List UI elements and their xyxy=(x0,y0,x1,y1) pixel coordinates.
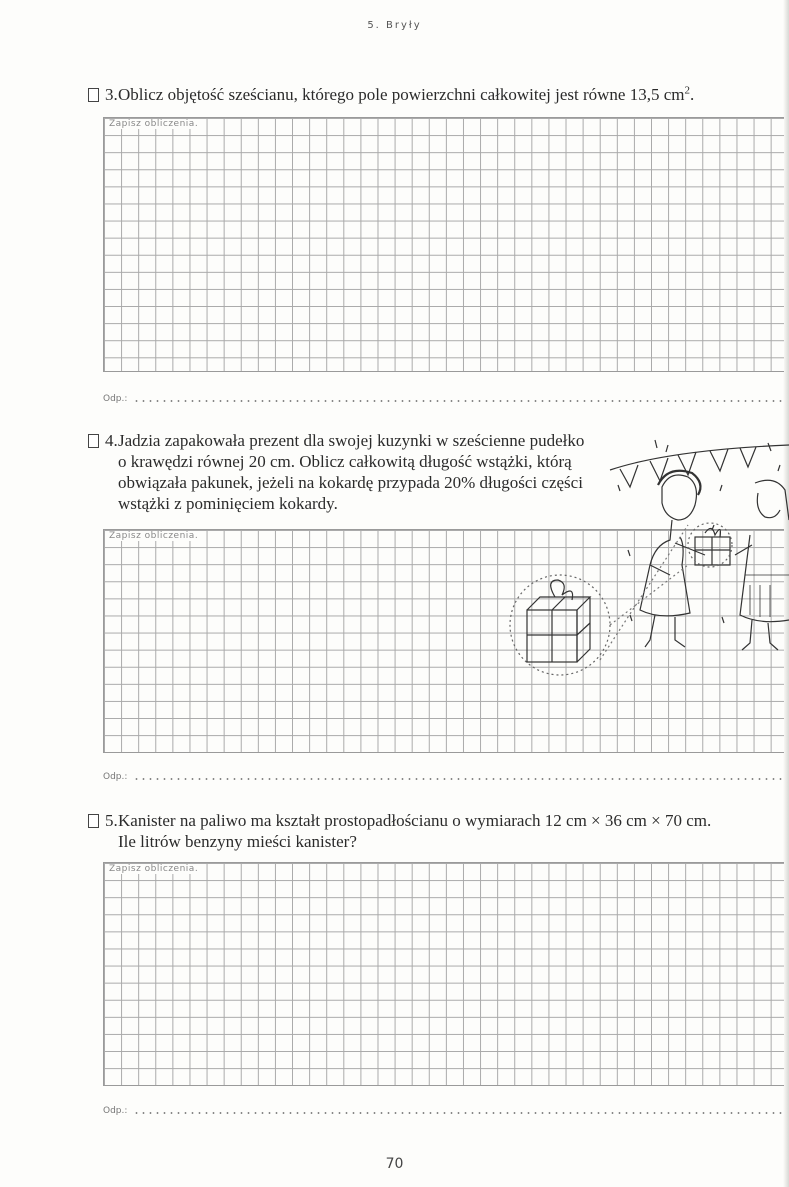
task-3 xyxy=(88,84,778,106)
answer-label: Odp.: xyxy=(103,772,128,782)
task-checkbox[interactable] xyxy=(88,434,99,448)
task-checkbox[interactable] xyxy=(88,814,99,828)
task-text: Oblicz objętość sześcianu, którego pole powierzchni całkowitej jest równe 13,5 $cm^2$. xyxy=(118,84,695,104)
page-number: 70 xyxy=(385,1156,404,1172)
answer-label: Odp.: xyxy=(103,394,128,404)
task-checkbox[interactable] xyxy=(88,88,99,102)
task-number: 5. xyxy=(105,811,118,830)
task-text-line: o krawędzi równej 20 cm. Oblicz całkowitą długość wstążki, którą xyxy=(118,452,572,471)
task-5 xyxy=(88,810,783,854)
running-header: 5. Bryły xyxy=(367,20,422,31)
gift-girls-illustration xyxy=(500,425,789,695)
answer-line[interactable] xyxy=(103,768,783,782)
calc-label: Zapisz obliczenia. xyxy=(106,864,201,874)
calculation-grid[interactable] xyxy=(103,862,784,1086)
calculation-grid[interactable] xyxy=(103,117,784,372)
task-number: 3. xyxy=(105,85,118,104)
task-text-line: Kanister na paliwo ma kształt prostopadłościanu o wymiarach 12 cm × 36 cm × 70 cm. xyxy=(118,811,712,830)
task-text-line: Jadzia zapakowała prezent dla swojej kuzynki w sześcienne pudełko xyxy=(118,431,585,450)
task-text-line: wstążki z pominięciem kokardy. xyxy=(118,494,338,513)
answer-line[interactable] xyxy=(103,1102,783,1116)
task-text-line: obwiązała pakunek, jeżeli na kokardę przypada 20% długości części xyxy=(118,473,583,492)
answer-line[interactable] xyxy=(103,390,783,404)
task-text-line: Ile litrów benzyny mieści kanister? xyxy=(118,832,357,851)
calc-label: Zapisz obliczenia. xyxy=(106,119,201,129)
task-number: 4. xyxy=(105,431,118,450)
calc-label: Zapisz obliczenia. xyxy=(106,531,201,541)
answer-label: Odp.: xyxy=(103,1106,128,1116)
